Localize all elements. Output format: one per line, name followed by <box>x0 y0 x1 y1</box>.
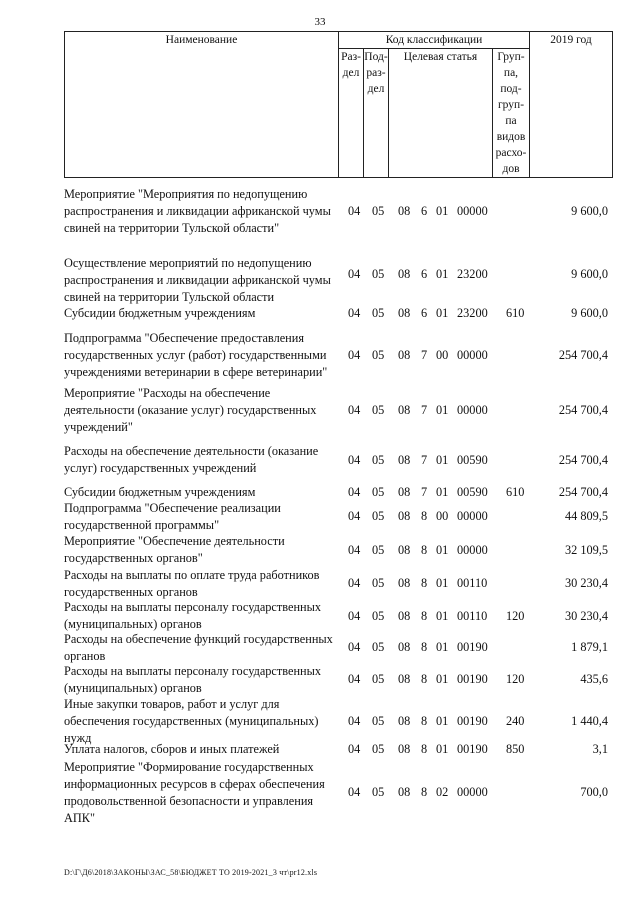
row-name: Расходы на выплаты персоналу государственных (муниципальных) органов <box>64 664 322 695</box>
row-amount: 30 230,4 <box>564 609 608 623</box>
row-amount: 3,1 <box>592 742 608 756</box>
header-name: Наименование <box>65 32 339 178</box>
row-razdel: 04 <box>348 742 361 756</box>
row-amount: 254 700,4 <box>558 485 608 499</box>
row-target-event: 00 <box>436 348 449 362</box>
row-podrazdel: 05 <box>372 403 385 417</box>
row-target-direction: 23200 <box>457 306 488 320</box>
table-row <box>64 500 612 536</box>
row-amount: 32 109,5 <box>564 543 608 557</box>
table-row <box>64 443 612 479</box>
row-expense-type: 120 <box>506 609 525 623</box>
row-name: Расходы на обеспечение функций государственных органов <box>64 632 333 663</box>
row-razdel: 04 <box>348 543 361 557</box>
row-amount: 30 230,4 <box>564 576 608 590</box>
row-target-direction: 00000 <box>457 543 488 557</box>
row-razdel: 04 <box>348 204 361 218</box>
header-razdel: Раз- дел <box>339 49 364 178</box>
row-expense-type: 240 <box>506 714 525 728</box>
row-podrazdel: 05 <box>372 609 385 623</box>
table-row <box>64 663 612 699</box>
table-row <box>64 330 612 382</box>
row-target-subprogram: 8 <box>421 576 428 590</box>
row-target-event: 01 <box>436 403 449 417</box>
row-target-subprogram: 7 <box>421 453 428 467</box>
row-target-subprogram: 6 <box>421 306 428 320</box>
row-target-event: 00 <box>436 509 449 523</box>
row-name: Расходы на выплаты персоналу государственных (муниципальных) органов <box>64 600 322 631</box>
row-target-subprogram: 7 <box>421 403 428 417</box>
row-name: Расходы на выплаты по оплате труда работников государственных органов <box>64 568 320 599</box>
row-target-subprogram: 6 <box>421 204 428 218</box>
row-target-program: 08 <box>398 306 411 320</box>
table-row <box>64 255 612 307</box>
row-amount: 435,6 <box>580 672 608 686</box>
row-expense-type: 610 <box>506 485 525 499</box>
table-row <box>64 305 612 323</box>
row-amount: 254 700,4 <box>558 453 608 467</box>
row-target-direction: 00590 <box>457 453 488 467</box>
row-razdel: 04 <box>348 453 361 467</box>
row-amount: 700,0 <box>580 785 608 799</box>
table-row <box>64 741 612 759</box>
table-row <box>64 533 612 569</box>
header-classification: Код классификации <box>339 32 530 49</box>
row-target-event: 01 <box>436 453 449 467</box>
row-razdel: 04 <box>348 403 361 417</box>
row-target-program: 08 <box>398 672 411 686</box>
row-target-event: 02 <box>436 785 449 799</box>
row-amount: 254 700,4 <box>558 348 608 362</box>
header-year: 2019 год <box>530 32 613 178</box>
row-target-subprogram: 7 <box>421 348 428 362</box>
row-razdel: 04 <box>348 672 361 686</box>
row-target-program: 08 <box>398 543 411 557</box>
row-target-subprogram: 8 <box>421 509 428 523</box>
row-podrazdel: 05 <box>372 714 385 728</box>
row-target-event: 01 <box>436 543 449 557</box>
row-name: Иные закупки товаров, работ и услуг для обеспечения государственных (муниципальных) нужд <box>64 697 319 745</box>
row-name: Мероприятие "Мероприятия по недопущению распространения и ликвидации африканской чумы свиней на территории Тульской области" <box>64 187 331 235</box>
row-target-subprogram: 8 <box>421 609 428 623</box>
row-target-event: 01 <box>436 714 449 728</box>
row-razdel: 04 <box>348 306 361 320</box>
row-podrazdel: 05 <box>372 453 385 467</box>
row-name: Мероприятие "Формирование государственных информационных ресурсов в сферах обеспечения продовольственной безопасности и управления АПК" <box>64 760 325 825</box>
row-target-direction: 00000 <box>457 204 488 218</box>
row-target-direction: 00590 <box>457 485 488 499</box>
row-target-event: 01 <box>436 672 449 686</box>
row-target-program: 08 <box>398 785 411 799</box>
row-razdel: 04 <box>348 485 361 499</box>
table-row <box>64 631 612 667</box>
row-target-program: 08 <box>398 267 411 281</box>
row-podrazdel: 05 <box>372 204 385 218</box>
row-amount: 254 700,4 <box>558 403 608 417</box>
row-amount: 1 440,4 <box>571 714 608 728</box>
row-name: Уплата налогов, сборов и иных платежей <box>64 742 280 756</box>
row-target-subprogram: 8 <box>421 543 428 557</box>
row-target-program: 08 <box>398 204 411 218</box>
row-target-direction: 00000 <box>457 348 488 362</box>
row-amount: 9 600,0 <box>571 204 608 218</box>
row-podrazdel: 05 <box>372 485 385 499</box>
row-target-event: 01 <box>436 640 449 654</box>
row-amount: 9 600,0 <box>571 306 608 320</box>
row-podrazdel: 05 <box>372 785 385 799</box>
table-row <box>64 759 612 829</box>
file-path-footer: D:\Г\Д6\2018\ЗАКОНЫ\ЗАС_58\БЮДЖЕТ ТО 2019-2021_3 чт\pr12.xls <box>64 868 318 877</box>
row-target-event: 01 <box>436 267 449 281</box>
row-podrazdel: 05 <box>372 509 385 523</box>
page-number: 33 <box>314 16 326 28</box>
row-target-event: 01 <box>436 306 449 320</box>
row-target-direction: 23200 <box>457 267 488 281</box>
row-razdel: 04 <box>348 348 361 362</box>
row-razdel: 04 <box>348 714 361 728</box>
row-target-program: 08 <box>398 509 411 523</box>
table-row <box>64 385 612 437</box>
row-amount: 1 879,1 <box>571 640 608 654</box>
row-podrazdel: 05 <box>372 576 385 590</box>
row-podrazdel: 05 <box>372 306 385 320</box>
row-razdel: 04 <box>348 509 361 523</box>
row-target-event: 01 <box>436 204 449 218</box>
row-name: Осуществление мероприятий по недопущению распространения и ликвидации африканской чумы свиней на территории Тульской области <box>64 256 331 304</box>
row-razdel: 04 <box>348 640 361 654</box>
row-amount: 44 809,5 <box>564 509 608 523</box>
row-name: Субсидии бюджетным учреждениям <box>64 306 256 320</box>
row-target-program: 08 <box>398 609 411 623</box>
row-target-subprogram: 8 <box>421 742 428 756</box>
row-target-program: 08 <box>398 640 411 654</box>
table-row <box>64 186 612 254</box>
row-target-event: 01 <box>436 609 449 623</box>
table-header <box>64 31 613 178</box>
row-name: Расходы на обеспечение деятельности (оказание услуг) государственных учреждений <box>64 444 319 475</box>
header-group: Груп- па, под- груп- па видов расхо- дов <box>493 49 530 178</box>
table-row <box>64 567 612 603</box>
row-target-program: 08 <box>398 576 411 590</box>
row-target-subprogram: 8 <box>421 640 428 654</box>
row-expense-type: 120 <box>506 672 525 686</box>
table-row <box>64 599 612 635</box>
row-target-program: 08 <box>398 348 411 362</box>
row-expense-type: 610 <box>506 306 525 320</box>
row-razdel: 04 <box>348 609 361 623</box>
row-target-direction: 00190 <box>457 742 488 756</box>
row-podrazdel: 05 <box>372 543 385 557</box>
row-name: Мероприятие "Обеспечение деятельности государственных органов" <box>64 534 285 565</box>
row-target-direction: 00190 <box>457 714 488 728</box>
row-podrazdel: 05 <box>372 640 385 654</box>
row-razdel: 04 <box>348 576 361 590</box>
row-name: Субсидии бюджетным учреждениям <box>64 485 256 499</box>
row-name: Подпрограмма "Обеспечение реализации государственной программы" <box>64 501 281 532</box>
row-target-program: 08 <box>398 403 411 417</box>
row-target-subprogram: 8 <box>421 785 428 799</box>
row-target-direction: 00000 <box>457 403 488 417</box>
row-amount: 9 600,0 <box>571 267 608 281</box>
header-target: Целевая статья <box>389 49 493 178</box>
row-target-program: 08 <box>398 742 411 756</box>
row-target-program: 08 <box>398 714 411 728</box>
row-target-direction: 00190 <box>457 640 488 654</box>
row-expense-type: 850 <box>506 742 525 756</box>
row-razdel: 04 <box>348 267 361 281</box>
row-podrazdel: 05 <box>372 742 385 756</box>
row-razdel: 04 <box>348 785 361 799</box>
row-target-direction: 00110 <box>457 609 488 623</box>
header-podrazdel: Под- раз- дел <box>364 49 389 178</box>
row-target-direction: 00000 <box>457 785 488 799</box>
row-target-subprogram: 8 <box>421 672 428 686</box>
row-podrazdel: 05 <box>372 267 385 281</box>
row-target-event: 01 <box>436 576 449 590</box>
row-target-subprogram: 6 <box>421 267 428 281</box>
row-target-direction: 00110 <box>457 576 488 590</box>
row-target-subprogram: 8 <box>421 714 428 728</box>
row-name: Подпрограмма "Обеспечение предоставления государственных услуг (работ) государственными учреждениями ветеринарии в сфере ветеринарии" <box>64 331 328 379</box>
row-target-direction: 00190 <box>457 672 488 686</box>
row-podrazdel: 05 <box>372 672 385 686</box>
row-podrazdel: 05 <box>372 348 385 362</box>
row-target-program: 08 <box>398 485 411 499</box>
row-target-event: 01 <box>436 742 449 756</box>
row-target-event: 01 <box>436 485 449 499</box>
row-target-subprogram: 7 <box>421 485 428 499</box>
row-target-direction: 00000 <box>457 509 488 523</box>
row-name: Мероприятие "Расходы на обеспечение деятельности (оказание услуг) государственных учреждений" <box>64 386 317 434</box>
row-target-program: 08 <box>398 453 411 467</box>
